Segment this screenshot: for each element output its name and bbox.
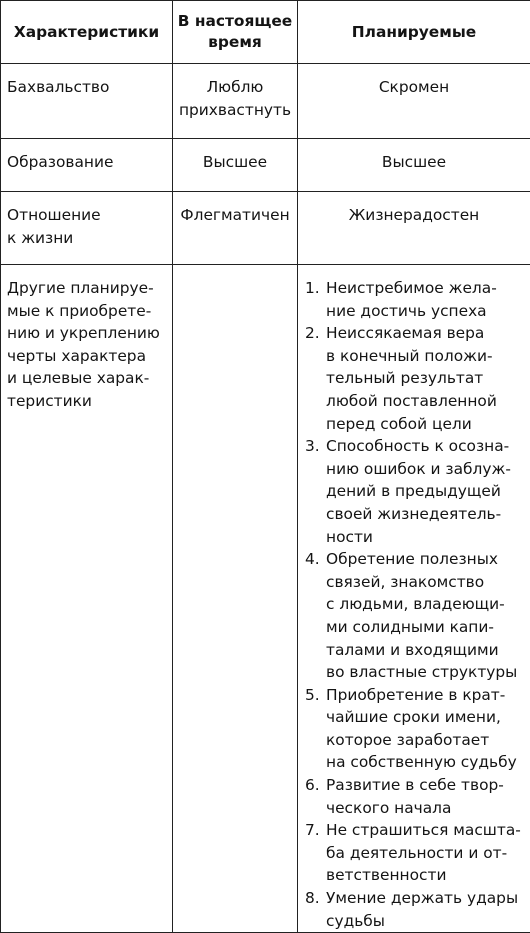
table-row (1, 139, 530, 192)
table-row (1, 192, 530, 265)
list-item-line: чайшие сроки имени, (326, 706, 524, 729)
list-item-line: Умение держать удары (326, 887, 524, 910)
list-item-line: связей, знакомство (326, 571, 524, 594)
list-item-line: Неистребимое жела- (326, 277, 524, 300)
list-item-text (326, 774, 524, 819)
list-item-line: которое заработает (326, 729, 524, 752)
list-item-line: на собственную судьбу (326, 751, 524, 774)
list-item (305, 684, 524, 774)
list-item-text (326, 277, 524, 322)
list-item-line: дений в предыдущей (326, 480, 524, 503)
table-header-row (1, 1, 530, 64)
row-name (1, 265, 173, 933)
list-item-text (326, 887, 524, 932)
list-item-text (326, 684, 524, 774)
list-item-line: перед собой цели (326, 413, 524, 436)
header-current-line: время (173, 32, 297, 53)
list-item-number: 6. (305, 774, 326, 797)
header-current-line: В настоящее (173, 11, 297, 32)
list-item-text (326, 548, 524, 684)
row-planned (298, 265, 530, 933)
table-row (1, 265, 530, 933)
list-item-line: Неиссякаемая вера (326, 322, 524, 345)
row-name-line: к жизни (7, 227, 168, 250)
row-name-line: черты характера (7, 345, 168, 368)
list-item (305, 548, 524, 684)
row-current (173, 64, 298, 139)
list-item (305, 887, 524, 932)
header-characteristics: Характеристики (1, 1, 173, 64)
list-item-text (326, 322, 524, 435)
list-item (305, 435, 524, 548)
list-item-text (326, 819, 524, 887)
list-item-number: 4. (305, 548, 326, 571)
list-item-line: ческого начала (326, 797, 524, 820)
list-item-line: ми солидными капи- (326, 616, 524, 639)
list-item-text (326, 435, 524, 548)
row-name-line: Отношение (7, 204, 168, 227)
list-item-number: 7. (305, 819, 326, 842)
header-planned: Планируемые (298, 1, 530, 64)
list-item-line: с людьми, владеющи- (326, 593, 524, 616)
row-name: Бахвальство (1, 64, 173, 139)
list-item-line: талами и входящими (326, 639, 524, 662)
header-current (173, 1, 298, 64)
list-item-line: Способность к осозна- (326, 435, 524, 458)
row-current (173, 139, 298, 192)
row-current-line: Высшее (176, 151, 294, 174)
list-item-line: ности (326, 526, 524, 549)
list-item-number: 3. (305, 435, 326, 458)
list-item-line: нию ошибок и заблуж- (326, 458, 524, 481)
row-name (1, 192, 173, 265)
row-current-line: Флегматичен (176, 204, 294, 227)
list-item-line: ветственности (326, 864, 524, 887)
list-item-number: 1. (305, 277, 326, 300)
list-item (305, 277, 524, 322)
planned-list (298, 265, 530, 932)
list-item-line: любой поставленной (326, 390, 524, 413)
row-current (173, 265, 298, 933)
list-item-line: своей жизнедеятель- (326, 503, 524, 526)
list-item-line: ние достичь успеха (326, 300, 524, 323)
row-name-line: нию и укреплению (7, 322, 168, 345)
row-name-line: теристики (7, 390, 168, 413)
list-item-number: 2. (305, 322, 326, 345)
list-item-line: судьбы (326, 910, 524, 933)
row-planned: Высшее (298, 139, 530, 192)
list-item-line: в конечный положи- (326, 345, 524, 368)
row-planned: Скромен (298, 64, 530, 139)
list-item (305, 322, 524, 435)
list-item-line: Обретение полезных (326, 548, 524, 571)
list-item (305, 819, 524, 887)
row-name-line: и целевые харак- (7, 367, 168, 390)
list-item-line: во властные структуры (326, 661, 524, 684)
list-item-number: 5. (305, 684, 326, 707)
list-item-line: тельный результат (326, 367, 524, 390)
list-item-line: Приобретение в крат- (326, 684, 524, 707)
row-current (173, 192, 298, 265)
list-item (305, 774, 524, 819)
table-row (1, 64, 530, 139)
list-item-line: Не страшиться масшта- (326, 819, 524, 842)
list-item-line: Развитие в себе твор- (326, 774, 524, 797)
row-planned: Жизнерадостен (298, 192, 530, 265)
row-name-line: Другие планируе- (7, 277, 168, 300)
row-current-line: прихвастнуть (176, 99, 294, 122)
list-item-number: 8. (305, 887, 326, 910)
list-item-line: ба деятельности и от- (326, 842, 524, 865)
row-name: Образование (1, 139, 173, 192)
row-name-line: мые к приобрете- (7, 300, 168, 323)
row-current-line: Люблю (176, 76, 294, 99)
